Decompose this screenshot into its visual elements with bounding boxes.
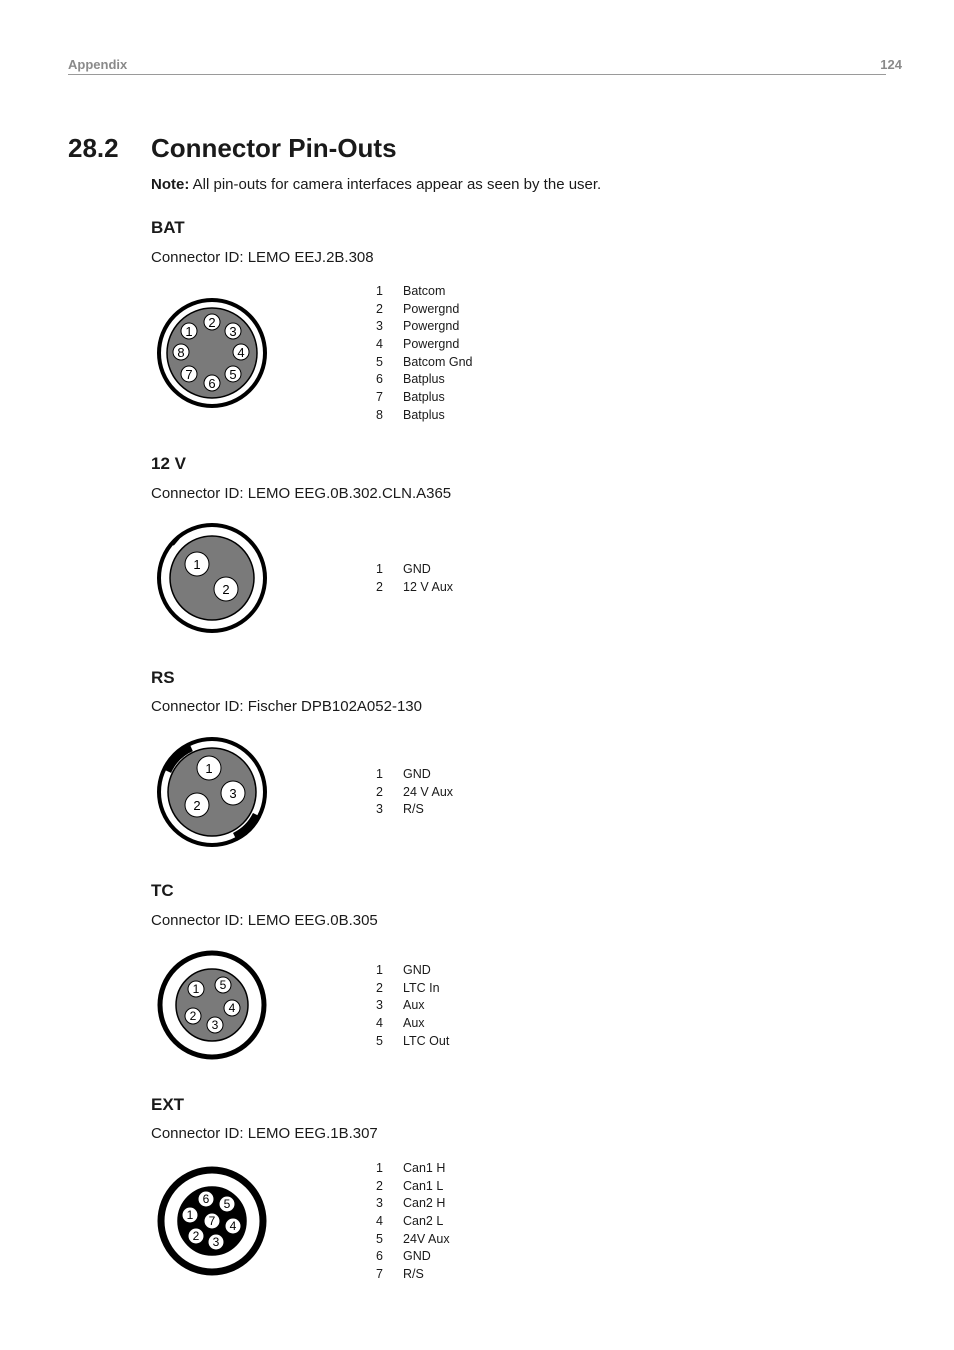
note <box>151 176 601 193</box>
rs-pin-3: 3 <box>229 786 237 801</box>
bat-pin-6: 6 <box>208 376 216 391</box>
pin-label: Powergnd <box>403 301 460 316</box>
rs-connector-diagram <box>151 731 273 853</box>
pin-label: Batcom <box>403 284 446 298</box>
pin-number: 8 <box>376 407 383 422</box>
pin-label: Batplus <box>403 390 445 405</box>
pin-number: 4 <box>376 1016 383 1031</box>
tc-pin-4: 4 <box>228 1001 236 1015</box>
connector-id-bat: Connector ID: LEMO EEJ.2B.308 <box>151 249 374 266</box>
pin-label: LTC In <box>403 980 440 995</box>
pin-label: Aux <box>403 998 425 1013</box>
pin-label: LTC Out <box>403 1033 450 1048</box>
pin-number: 2 <box>376 980 383 995</box>
connector-id-ext: Connector ID: LEMO EEG.1B.307 <box>151 1125 378 1142</box>
pin-label: Can1 H <box>403 1161 446 1175</box>
pin-row <box>376 389 576 407</box>
pin-number: 3 <box>376 802 383 817</box>
pin-number: 7 <box>376 1267 383 1282</box>
pin-row <box>376 301 576 319</box>
pin-number: 2 <box>376 784 383 799</box>
pin-row <box>376 561 576 579</box>
bat-pin-3: 3 <box>229 324 237 339</box>
pin-number: 7 <box>376 390 383 405</box>
rs-pin-1: 1 <box>205 761 213 776</box>
header-divider <box>68 74 886 75</box>
tc-pin-1: 1 <box>192 982 200 996</box>
pin-number: 5 <box>376 1033 383 1048</box>
connector-id-12v: Connector ID: LEMO EEG.0B.302.CLN.A365 <box>151 485 452 502</box>
pin-label: GND <box>403 1249 431 1264</box>
pin-row <box>376 997 576 1015</box>
pin-row <box>376 336 576 354</box>
pin-number: 1 <box>376 963 383 977</box>
pin-number: 2 <box>376 579 383 594</box>
pin-number: 2 <box>376 301 383 316</box>
running-header-section: Appendix <box>68 57 128 72</box>
12v-connector-diagram <box>151 517 273 639</box>
pin-row <box>376 407 576 425</box>
pin-row <box>376 1033 576 1051</box>
pin-number: 5 <box>376 1231 383 1246</box>
pin-label: Batplus <box>403 372 445 387</box>
pin-list-12v <box>376 561 576 596</box>
tc-pin-2: 2 <box>189 1009 197 1023</box>
bat-pin-4: 4 <box>237 345 245 360</box>
pin-row <box>376 354 576 372</box>
pin-label: GND <box>403 562 431 576</box>
pin-list-ext <box>376 1160 576 1284</box>
pin-row <box>376 1266 576 1284</box>
bat-pin-7: 7 <box>185 367 193 382</box>
pin-number: 3 <box>376 319 383 334</box>
pin-number: 1 <box>376 767 383 781</box>
pin-row <box>376 1160 576 1178</box>
pin-row <box>376 962 576 980</box>
pin-list-tc <box>376 962 576 1050</box>
pin-row <box>376 784 576 802</box>
pin-row <box>376 1195 576 1213</box>
12v-pin-1: 1 <box>193 557 201 572</box>
pin-row <box>376 1178 576 1196</box>
pin-label: R/S <box>403 1267 424 1282</box>
pin-list-bat <box>376 283 576 425</box>
pin-number: 1 <box>376 1161 383 1175</box>
bat-connector-diagram <box>151 292 273 414</box>
bat-pin-2: 2 <box>208 315 216 330</box>
tc-connector-diagram <box>151 944 273 1066</box>
pin-number: 4 <box>376 1214 383 1229</box>
pin-row <box>376 1231 576 1249</box>
pin-number: 2 <box>376 1178 383 1193</box>
pin-number: 5 <box>376 354 383 369</box>
pin-number: 3 <box>376 1196 383 1211</box>
pin-label: GND <box>403 767 431 781</box>
pin-row <box>376 1015 576 1033</box>
pin-row <box>376 1213 576 1231</box>
pin-label: R/S <box>403 802 424 817</box>
connector-heading-bat: BAT <box>151 218 185 237</box>
pin-number: 6 <box>376 372 383 387</box>
pin-number: 4 <box>376 337 383 352</box>
pin-label: Batcom Gnd <box>403 354 473 369</box>
pin-row <box>376 801 576 819</box>
pin-label: Can2 H <box>403 1196 446 1211</box>
ext-pin-4: 4 <box>229 1219 237 1233</box>
ext-pin-6: 6 <box>202 1192 210 1206</box>
pin-row <box>376 980 576 998</box>
bat-pin-1: 1 <box>185 324 193 339</box>
pin-number: 6 <box>376 1249 383 1264</box>
pin-label: 24V Aux <box>403 1231 450 1246</box>
connector-heading-ext: EXT <box>151 1095 185 1114</box>
pin-label: Can2 L <box>403 1214 444 1229</box>
rs-pin-2: 2 <box>193 798 201 813</box>
pin-label: Aux <box>403 1016 425 1031</box>
section-number: 28.2 <box>68 133 119 163</box>
pin-label: Batplus <box>403 407 445 422</box>
bat-pin-5: 5 <box>229 367 237 382</box>
ext-pin-1: 1 <box>186 1208 194 1222</box>
pin-list-rs <box>376 766 576 819</box>
pin-label: 24 V Aux <box>403 784 454 799</box>
pin-label: Powergnd <box>403 319 460 334</box>
pin-number: 1 <box>376 562 383 576</box>
pin-row <box>376 318 576 336</box>
tc-pin-3: 3 <box>211 1018 219 1032</box>
connector-heading-tc: TC <box>151 881 174 900</box>
bat-pin-8: 8 <box>177 345 185 360</box>
pin-label: Can1 L <box>403 1178 444 1193</box>
ext-pin-3: 3 <box>212 1235 220 1249</box>
pin-label: Powergnd <box>403 337 460 352</box>
pin-row <box>376 371 576 389</box>
connector-id-tc: Connector ID: LEMO EEG.0B.305 <box>151 912 378 929</box>
pin-row <box>376 283 576 301</box>
pin-row <box>376 766 576 784</box>
ext-pin-2: 2 <box>192 1229 200 1243</box>
page-number: 124 <box>880 57 902 72</box>
12v-pin-2: 2 <box>222 582 230 597</box>
ext-connector-diagram <box>151 1160 273 1282</box>
pin-label: GND <box>403 963 431 977</box>
connector-heading-12v: 12 V <box>151 454 186 473</box>
note-text: All pin-outs for camera interfaces appear as seen by the user. <box>189 176 602 193</box>
connector-heading-rs: RS <box>151 668 175 687</box>
section-title: Connector Pin-Outs <box>151 133 397 163</box>
tc-pin-5: 5 <box>219 978 227 992</box>
connector-id-rs: Connector ID: Fischer DPB102A052-130 <box>151 698 422 715</box>
ext-pin-7: 7 <box>208 1214 216 1228</box>
pin-row <box>376 1248 576 1266</box>
pin-label: 12 V Aux <box>403 579 454 594</box>
pin-number: 3 <box>376 998 383 1013</box>
pin-row <box>376 579 576 597</box>
ext-pin-5: 5 <box>223 1197 231 1211</box>
note-label: Note: <box>151 176 190 193</box>
pin-number: 1 <box>376 284 383 298</box>
